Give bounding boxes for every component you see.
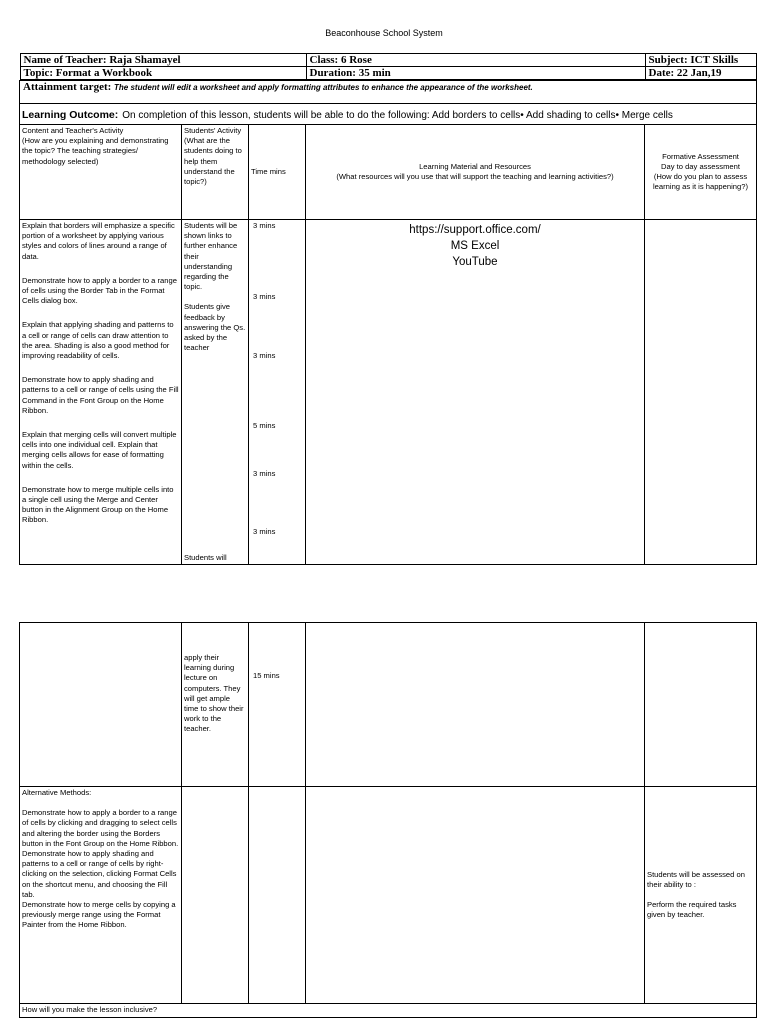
resource-link[interactable]: https://support.office.com/ (409, 224, 541, 236)
alternative-methods-title: Alternative Methods: (22, 788, 92, 797)
duration: Duration: 35 min (306, 67, 645, 80)
attainment-target-text: The student will edit a worksheet and apply formatting attributes to enhance the appearance of the worksheet. (114, 83, 533, 92)
time-cell (249, 220, 306, 565)
activity-paragraph: Explain that merging cells will convert multiple cells into one individual cell. Explain that merging cells allows for ease of formatting within the cells. (22, 430, 177, 470)
empty-cell (20, 623, 182, 787)
assessment-cell (645, 220, 757, 565)
date: Date: 22 Jan,19 (645, 67, 756, 80)
material-title: Learning Material and Resources (419, 161, 531, 171)
col-header-material (306, 125, 645, 220)
activity-paragraph: Explain that borders will emphasize a specific portion of a worksheet by applying various styles and colors of lines around a range of data. (22, 221, 175, 261)
time-value: 3 mins (253, 527, 276, 536)
empty-cell (306, 623, 645, 787)
students-activity: Students give feedback by answering the Qs. asked by the teacher (184, 302, 246, 353)
resource-item: YouTube (452, 256, 498, 268)
col-header-assessment: Formative Assessment Day to day assessment (How do you plan to assess learning as it is happening?) (645, 125, 757, 220)
teacher-activities-cell (20, 220, 182, 565)
time-value: 3 mins (253, 469, 276, 478)
assessment-text: Students will be assessed on their ability to : (647, 869, 745, 889)
inclusive-question: How will you make the lesson inclusive? (20, 1004, 757, 1018)
empty-cell (182, 787, 249, 1004)
lesson-plan-table-page-2 (19, 622, 757, 1018)
activity-paragraph: Demonstrate how to apply shading and patterns to a cell or range of cells using the Fill Command in the Font Group on the Home Ribbon. (22, 375, 179, 415)
alternative-methods-cell (20, 787, 182, 1004)
activity-paragraph: Demonstrate how to apply a border to a range of cells using the Border Tab in the Format Cells dialog box. (22, 275, 177, 306)
students-activity-continued: apply their learning during lecture on computers. They will get ample time to show their work to the teacher. (182, 623, 249, 787)
class-name: Class: 6 Rose (306, 54, 645, 67)
resources-cell (306, 220, 645, 565)
lesson-plan-table-page-1 (19, 53, 757, 565)
empty-cell (306, 787, 645, 1004)
time-value: 3 mins (253, 292, 276, 301)
time-value: 5 mins (253, 421, 276, 430)
subject: Subject: ICT Skills (645, 54, 756, 67)
time-value: 15 mins (249, 623, 306, 787)
col-header-time: Time mins (249, 125, 306, 220)
empty-cell (645, 623, 757, 787)
learning-outcome-label: Learning Outcome: (22, 109, 119, 121)
activity-paragraph: Demonstrate how to merge multiple cells into a single cell using the Merge and Center button in the Alignment Group on the Home Ribbon. (22, 484, 174, 525)
col-header-students: Students' Activity (What are the students doing to help them understand the topic?) (182, 125, 249, 220)
attainment-target-label: Attainment target: (23, 81, 112, 93)
students-activity: Students will (184, 552, 227, 562)
alternative-methods-text: Demonstrate how to apply a border to a range of cells by clicking and dragging to select cells and altering the border using the Borders button in the Font Group on the Home Ribbon. Demonstrate how to apply shading and patterns to a cell or range of cells by right-clicking on the selection, clicking Format Cells on the shortcut menu, and choosing the Fill tab. Demonstrate how to merge cells by copying a previously merge range using the Format Painter from the Home Ribbon. (22, 808, 179, 930)
students-activity: Students will be shown links to further enhance their understanding regarding the topic. (184, 221, 238, 292)
material-subtitle: (What resources will you use that will support the teaching and learning activities?) (336, 172, 614, 181)
page-header: Beaconhouse School System (325, 28, 443, 38)
students-activities-cell (182, 220, 249, 565)
time-value: 3 mins (253, 221, 276, 230)
assessment-text: Perform the required tasks given by teacher. (647, 900, 737, 920)
learning-outcome-text: On completion of this lesson, students will be able to do the following: Add borders to cells• Add shading to cells• Merge cells (122, 110, 673, 121)
assessment-text-cell (645, 787, 757, 1004)
time-value: 3 mins (253, 351, 276, 360)
topic: Topic: Format a Workbook (20, 67, 306, 80)
teacher-name: Name of Teacher: Raja Shamayel (20, 54, 306, 67)
activity-paragraph: Explain that applying shading and patterns to a cell or range of cells can draw attention to the area. Shading is also a good method for improving readability of cells. (22, 320, 174, 361)
col-header-content: Content and Teacher's Activity (How are you explaining and demonstrating the topic? The teaching strategies/ methodology selected) (20, 125, 182, 220)
empty-cell (249, 787, 306, 1004)
resource-item: MS Excel (450, 240, 500, 252)
